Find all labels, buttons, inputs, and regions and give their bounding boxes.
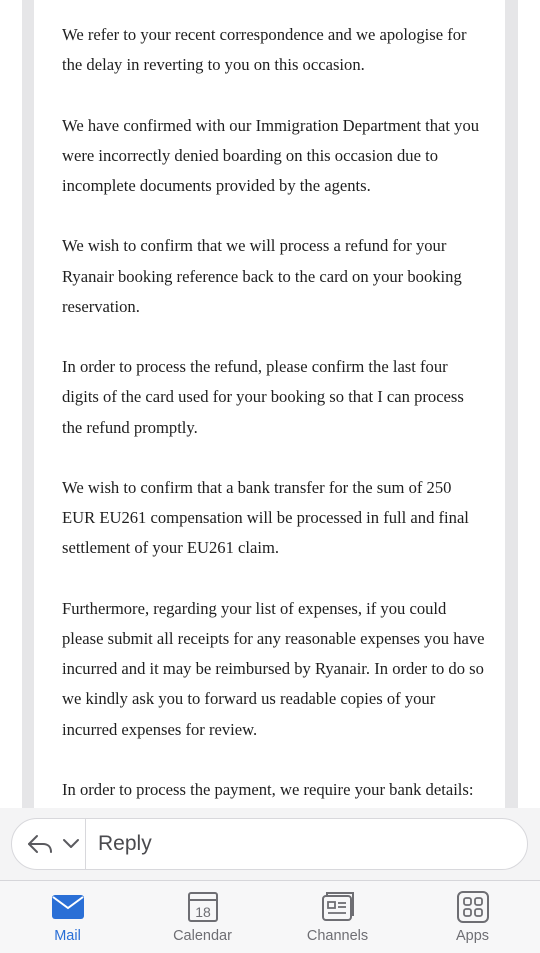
reply-field[interactable] — [11, 818, 528, 870]
channels-icon — [321, 890, 355, 924]
reply-label[interactable]: Reply — [98, 832, 152, 855]
tab-calendar[interactable] — [135, 881, 270, 953]
tab-bar — [0, 880, 540, 953]
tab-apps[interactable] — [405, 881, 540, 953]
left-margin — [0, 0, 22, 812]
tab-label: Calendar — [173, 928, 232, 944]
reply-bar — [0, 808, 540, 880]
reply-arrow-icon — [26, 833, 54, 855]
left-gutter — [22, 0, 34, 812]
calendar-day: 18 — [194, 904, 211, 920]
apps-icon — [456, 890, 490, 924]
tab-channels[interactable] — [270, 881, 405, 953]
tab-label: Mail — [54, 928, 81, 944]
right-gutter — [505, 0, 518, 812]
mail-icon — [51, 890, 85, 924]
email-paragraph: In order to process the payment, we require your bank details: — [62, 779, 474, 799]
email-paragraph: We have confirmed with our Immigration Department that you were incorrectly denied boarding on this occasion due to incomplete documents provided by the agents. — [62, 115, 480, 195]
email-paragraph: We refer to your recent correspondence and we apologise for the delay in reverting to you on this occasion. — [62, 25, 467, 75]
calendar-icon — [186, 890, 220, 924]
email-body — [62, 20, 487, 812]
email-paragraph: We wish to confirm that we will process a refund for your Ryanair booking reference back to the card on your booking reservation. — [62, 236, 462, 316]
tab-mail[interactable] — [0, 881, 135, 953]
right-margin — [518, 0, 540, 812]
tab-label: Channels — [306, 928, 369, 944]
reply-options-button[interactable] — [12, 819, 86, 869]
chevron-down-icon — [62, 838, 80, 850]
email-paragraph: In order to process the refund, please confirm the last four digits of the card used for your booking so that I can process the refund promptly. — [62, 357, 464, 437]
tab-label: Apps — [455, 928, 490, 944]
email-paragraph: Furthermore, regarding your list of expenses, if you could please submit all receipts for any reasonable expenses you have incurred and it may be reimbursed by Ryanair. In order to do so we kindly ask you to forward us readable copies of your incurred expenses for review. — [62, 598, 485, 739]
email-paragraph: We wish to confirm that a bank transfer for the sum of 250 EUR EU261 compensation will be processed in full and final settlement of your EU261 claim. — [62, 477, 469, 558]
message-card — [34, 0, 505, 812]
